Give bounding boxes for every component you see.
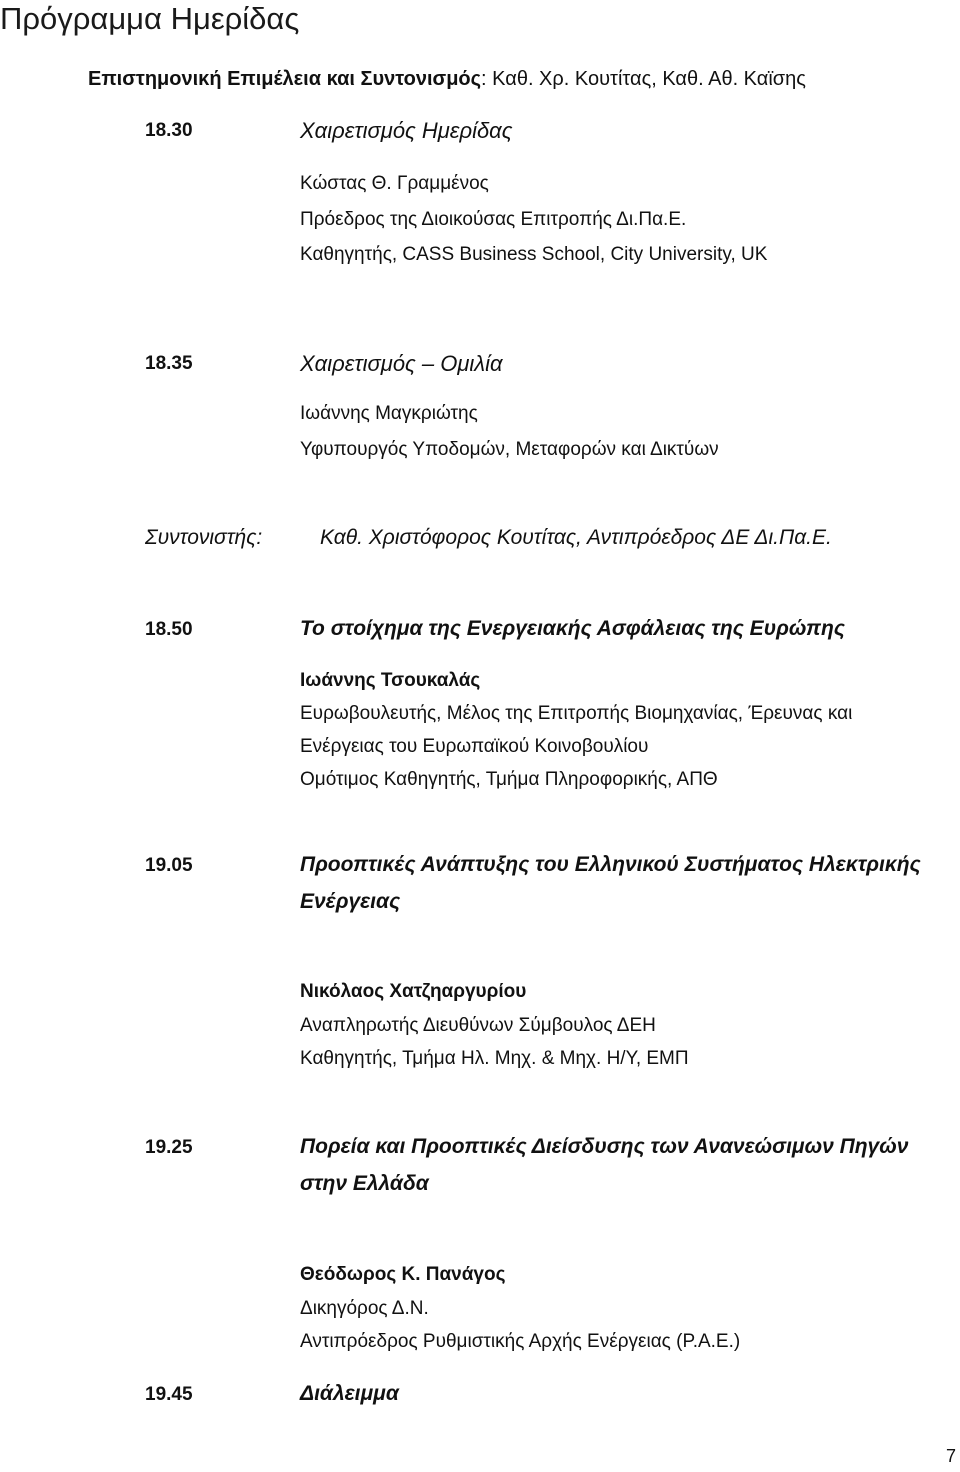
session-heading-continued: στην Ελλάδα — [300, 1172, 429, 1195]
session-heading-continued: Ενέργειας — [300, 890, 401, 913]
speaker-title: Ενέργειας του Ευρωπαϊκού Κοινοβουλίου — [300, 736, 649, 757]
speaker-title: Αναπληρωτής Διευθύνων Σύμβουλος ΔΕΗ — [300, 1015, 656, 1036]
speaker-name: Ιωάννης Τσουκαλάς — [300, 670, 481, 691]
speaker-title: Δικηγόρος Δ.Ν. — [300, 1298, 429, 1319]
session-time: 19.45 — [145, 1384, 193, 1405]
session-heading: Χαιρετισμός Ημερίδας — [300, 118, 513, 143]
session-time: 18.50 — [145, 619, 193, 640]
speaker-name: Νικόλαος Χατζηαργυρίου — [300, 981, 527, 1002]
session-time: 18.30 — [145, 120, 193, 141]
session-heading: Πορεία και Προοπτικές Διείσδυσης των Ανανεώσιμων Πηγών — [300, 1135, 909, 1158]
scientific-editing-label: Επιστημονική Επιμέλεια και Συντονισμός — [88, 68, 482, 90]
speaker-title: Αντιπρόεδρος Ρυθμιστικής Αρχής Ενέργειας (Ρ.Α.Ε.) — [300, 1331, 741, 1352]
speaker-title: Ευρωβουλευτής, Μέλος της Επιτροπής Βιομηχανίας, Έρευνας και — [300, 703, 853, 724]
scientific-editing-value: : Καθ. Χρ. Κουτίτας, Καθ. Αθ. Καϊσης — [481, 68, 806, 90]
coordinator-label: Συντονιστής: — [145, 526, 263, 549]
page-number: 7 — [945, 1446, 956, 1466]
speaker-name: Θεόδωρος Κ. Πανάγος — [300, 1264, 506, 1285]
page-title: Πρόγραμμα Ημερίδας — [0, 1, 300, 36]
speaker-title: Πρόεδρος της Διοικούσας Επιτροπής Δι.Πα.Ε. — [300, 209, 687, 230]
session-heading: Διάλειμμα — [300, 1382, 399, 1405]
speaker-name: Ιωάννης Μαγκριώτης — [300, 403, 478, 424]
speaker-name: Κώστας Θ. Γραμμένος — [300, 173, 489, 194]
session-time: 18.35 — [145, 353, 193, 374]
session-heading: Προοπτικές Ανάπτυξης του Ελληνικού Συστήματος Ηλεκτρικής — [300, 853, 921, 876]
speaker-title: Υφυπουργός Υποδομών, Μεταφορών και Δικτύων — [300, 439, 719, 460]
session-time: 19.05 — [145, 855, 193, 876]
session-heading: Το στοίχημα της Ενεργειακής Ασφάλειας της Ευρώπης — [300, 617, 845, 640]
session-time: 19.25 — [145, 1137, 193, 1158]
session-heading: Χαιρετισμός – Ομιλία — [300, 351, 503, 376]
speaker-title: Καθηγητής, Τμήμα Ηλ. Μηχ. & Μηχ. Η/Υ, ΕΜΠ — [300, 1048, 689, 1069]
speaker-title: Ομότιμος Καθηγητής, Τμήμα Πληροφορικής, ΑΠΘ — [300, 769, 718, 790]
speaker-title: Καθηγητής, CASS Business School, City University, UK — [300, 244, 768, 265]
coordinator-value: Καθ. Χριστόφορος Κουτίτας, Αντιπρόεδρος ΔΕ Δι.Πα.Ε. — [320, 526, 832, 549]
scientific-editing — [88, 66, 806, 92]
